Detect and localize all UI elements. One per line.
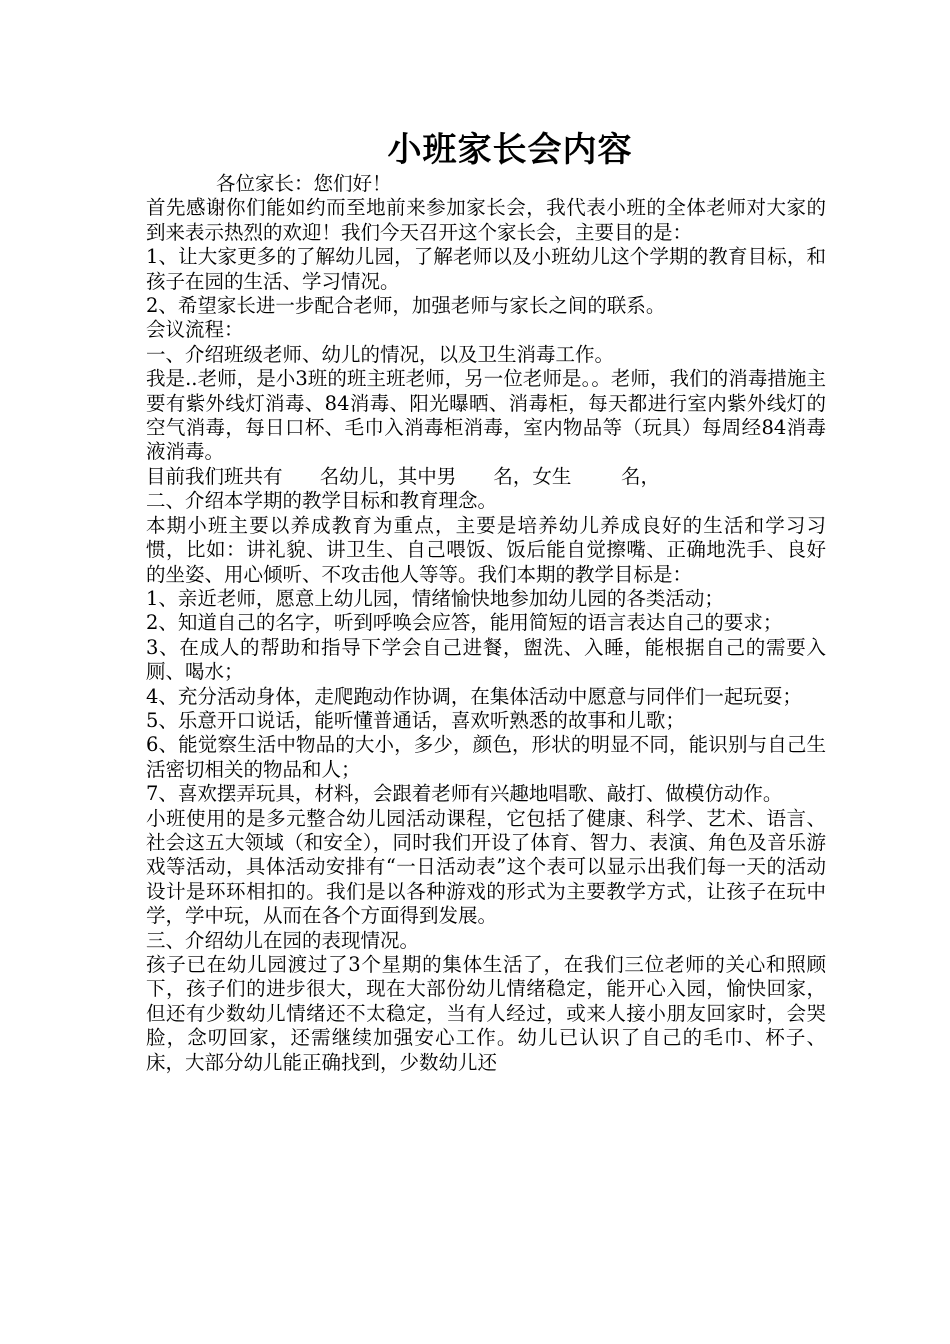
- child-performance-paragraph: 孩子已在幼儿园渡过了3个星期的集体生活了，在我们三位老师的关心和照顾下，孩子们的进步很大，现在大部份幼儿情绪稳定，能开心入园，愉快回家，但还有少数幼儿情绪还不太稳定，当有人经过，或来人接小朋友回家时，会哭脸，念叨回家，还需继续加强安心工作。幼儿已认识了自己的毛巾、杯子、床，大部分幼儿能正确找到，少数幼儿还: [146, 953, 826, 1074]
- purpose-item-1: 1、让大家更多的了解幼儿园，了解老师以及小班幼儿这个学期的教育目标，和孩子在园的生活、学习情况。: [146, 245, 826, 293]
- section-heading-3: 三、介绍幼儿在园的表现情况。: [146, 928, 420, 952]
- section-heading-2: 二、介绍本学期的教学目标和教育理念。: [146, 489, 498, 513]
- document-title: 小班家长会内容: [387, 130, 633, 170]
- agenda-heading: 会议流程：: [146, 318, 244, 342]
- section-heading-1: 一、介绍班级老师、幼儿的情况，以及卫生消毒工作。: [146, 342, 615, 366]
- goal-item-1: 1、亲近老师，愿意上幼儿园，情绪愉快地参加幼儿园的各类活动；: [146, 586, 724, 610]
- class-size-paragraph: 目前我们班共有 名幼儿，其中男 名，女生 名，: [146, 464, 660, 488]
- curriculum-paragraph: 小班使用的是多元整合幼儿园活动课程，它包括了健康、科学、艺术、语言、社会这五大领域（和安全），同时我们开设了体育、智力、表演、角色及音乐游戏等活动，具体活动安排有“一日活动表”这个表可以显示出我们每一天的活动设计是环环相扣的。我们是以各种游戏的形式为主要教学方式，让孩子在玩中学，学中玩，从而在各个方面得到发展。: [146, 806, 826, 928]
- goal-item-7: 7、喜欢摆弄玩具，材料，会跟着老师有兴趣地唱歌、敲打、做模仿动作。: [146, 782, 783, 806]
- teacher-intro-paragraph: 我是..老师，是小3班的班主班老师，另一位老师是。。老师，我们的消毒措施主要有紫外线灯消毒、84消毒、阳光曝晒、消毒柜，每天都进行室内紫外线灯的空气消毒，每日口杯、毛巾入消毒柜消毒，室内物品等（玩具）每周经84消毒液消毒。: [146, 367, 826, 464]
- goal-item-6: 6、能觉察生活中物品的大小，多少，颜色，形状的明显不同，能识别与自己生活密切相关的物品和人；: [146, 733, 826, 781]
- goal-item-3: 3、在成人的帮助和指导下学会自己进餐，盥洗、入睡，能根据自己的需要入厕、喝水；: [146, 635, 826, 684]
- goal-item-5: 5、乐意开口说话，能听懂普通话，喜欢听熟悉的故事和儿歌；: [146, 708, 685, 732]
- goal-item-4: 4、充分活动身体，走爬跑动作协调，在集体活动中愿意与同伴们一起玩耍；: [146, 684, 802, 708]
- goal-item-2: 2、知道自己的名字，听到呼唤会应答，能用简短的语言表达自己的要求；: [146, 611, 783, 635]
- document-body: [146, 172, 826, 1075]
- intro-paragraph: 首先感谢你们能如约而至地前来参加家长会，我代表小班的全体老师对大家的到来表示热烈的欢迎！我们今天召开这个家长会，主要目的是：: [146, 196, 826, 244]
- teaching-focus-paragraph: 本期小班主要以养成教育为重点，主要是培养幼儿养成良好的生活和学习习惯，比如：讲礼貌、讲卫生、自己喂饭、饭后能自觉擦嘴、正确地洗手、良好的坐姿、用心倾听、不攻击他人等等。我们本期的教学目标是：: [146, 513, 826, 586]
- purpose-item-2: 2、希望家长进一步配合老师，加强老师与家长之间的联系。: [146, 294, 666, 318]
- greeting-paragraph: 各位家长：您们好！: [216, 172, 392, 195]
